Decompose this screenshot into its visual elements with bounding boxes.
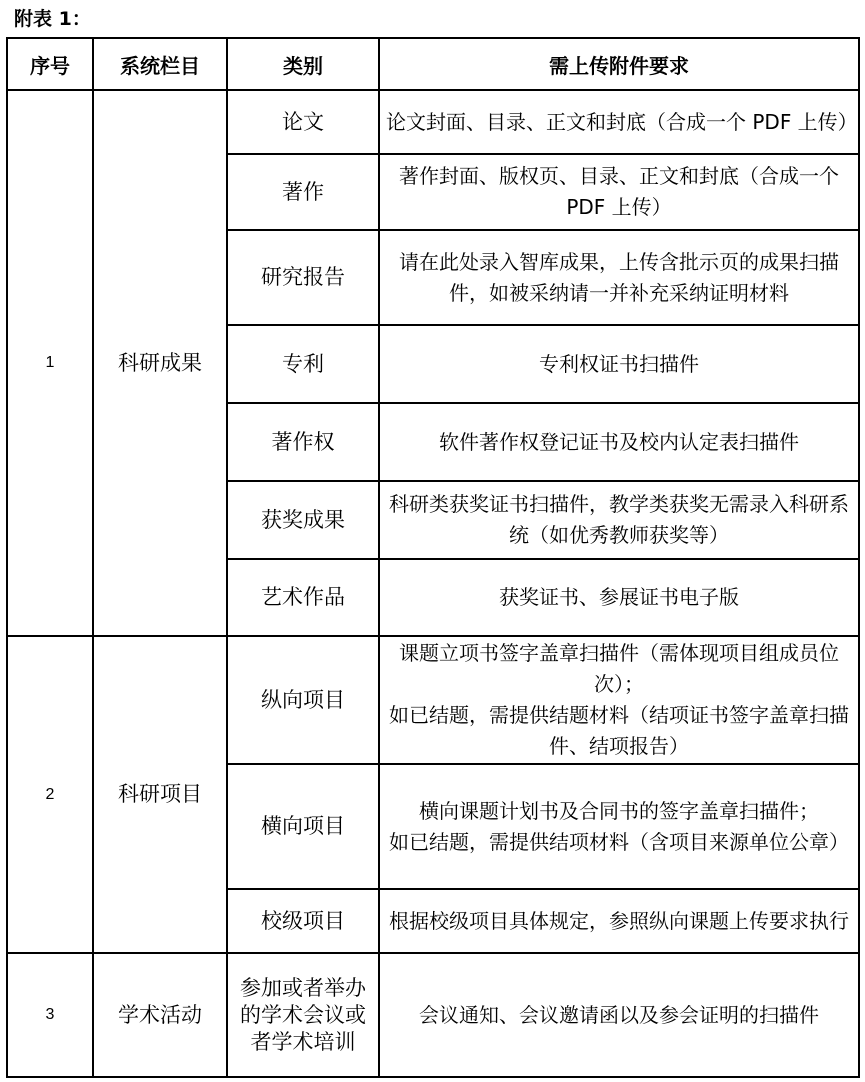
category-cell: 著作权 (227, 403, 379, 481)
requirement-cell (379, 764, 859, 889)
requirement-cell (379, 953, 859, 1077)
table-row (7, 636, 859, 764)
requirement-cell (379, 889, 859, 953)
category-cell: 纵向项目 (227, 636, 379, 764)
category-cell: 校级项目 (227, 889, 379, 953)
category-cell: 著作 (227, 154, 379, 230)
attachment-requirements-table (6, 37, 860, 1078)
requirement-line: 横向课题计划书及合同书的签字盖章扫描件； (419, 798, 819, 823)
row-index: 2 (7, 636, 93, 953)
category-cell: 论文 (227, 90, 379, 154)
requirement-cell (379, 154, 859, 230)
requirement-cell (379, 325, 859, 403)
system-column: 科研项目 (93, 636, 227, 953)
header-category: 类别 (227, 38, 379, 90)
header-requirement: 需上传附件要求 (379, 38, 859, 90)
requirement-line: 请在此处录入智库成果，上传含批示页的成果扫描件，如被采纳请一并补充采纳证明材料 (399, 249, 839, 305)
category-cell: 获奖成果 (227, 481, 379, 559)
requirement-cell (379, 90, 859, 154)
requirement-line: 专利权证书扫描件 (539, 351, 699, 376)
document-title: 附表 1： (14, 8, 91, 30)
requirement-cell (379, 559, 859, 636)
requirement-cell (379, 403, 859, 481)
row-index: 1 (7, 90, 93, 636)
row-index: 3 (7, 953, 93, 1077)
table-row (7, 90, 859, 154)
category-cell: 参加或者举办的学术会议或者学术培训 (227, 953, 379, 1077)
category-cell: 研究报告 (227, 230, 379, 325)
requirement-cell (379, 636, 859, 764)
header-column: 系统栏目 (93, 38, 227, 90)
table-row (7, 953, 859, 1077)
requirement-line: 根据校级项目具体规定，参照纵向课题上传要求执行 (389, 908, 849, 933)
requirement-line: 论文封面、目录、正文和封底（合成一个 PDF 上传） (386, 109, 858, 134)
requirement-line: 著作封面、版权页、目录、正文和封底（合成一个 PDF 上传） (399, 164, 839, 219)
system-column: 学术活动 (93, 953, 227, 1077)
requirement-cell (379, 230, 859, 325)
category-cell: 专利 (227, 325, 379, 403)
requirement-line: 获奖证书、参展证书电子版 (499, 585, 739, 609)
header-row (7, 38, 859, 90)
category-cell: 艺术作品 (227, 559, 379, 636)
system-column: 科研成果 (93, 90, 227, 636)
requirement-line: 如已结题，需提供结题材料（结项证书签字盖章扫描件、结项报告） (389, 703, 849, 758)
requirement-cell (379, 481, 859, 559)
category-cell: 横向项目 (227, 764, 379, 889)
requirement-line: 会议通知、会议邀请函以及参会证明的扫描件 (419, 1002, 819, 1027)
requirement-line: 软件著作权登记证书及校内认定表扫描件 (439, 429, 799, 454)
header-index: 序号 (7, 38, 93, 90)
requirement-line: 课题立项书签字盖章扫描件（需体现项目组成员位次）； (399, 641, 839, 696)
requirement-line: 科研类获奖证书扫描件，教学类获奖无需录入科研系统（如优秀教师获奖等） (389, 492, 849, 547)
requirement-line: 如已结题，需提供结项材料（含项目来源单位公章） (389, 829, 849, 854)
